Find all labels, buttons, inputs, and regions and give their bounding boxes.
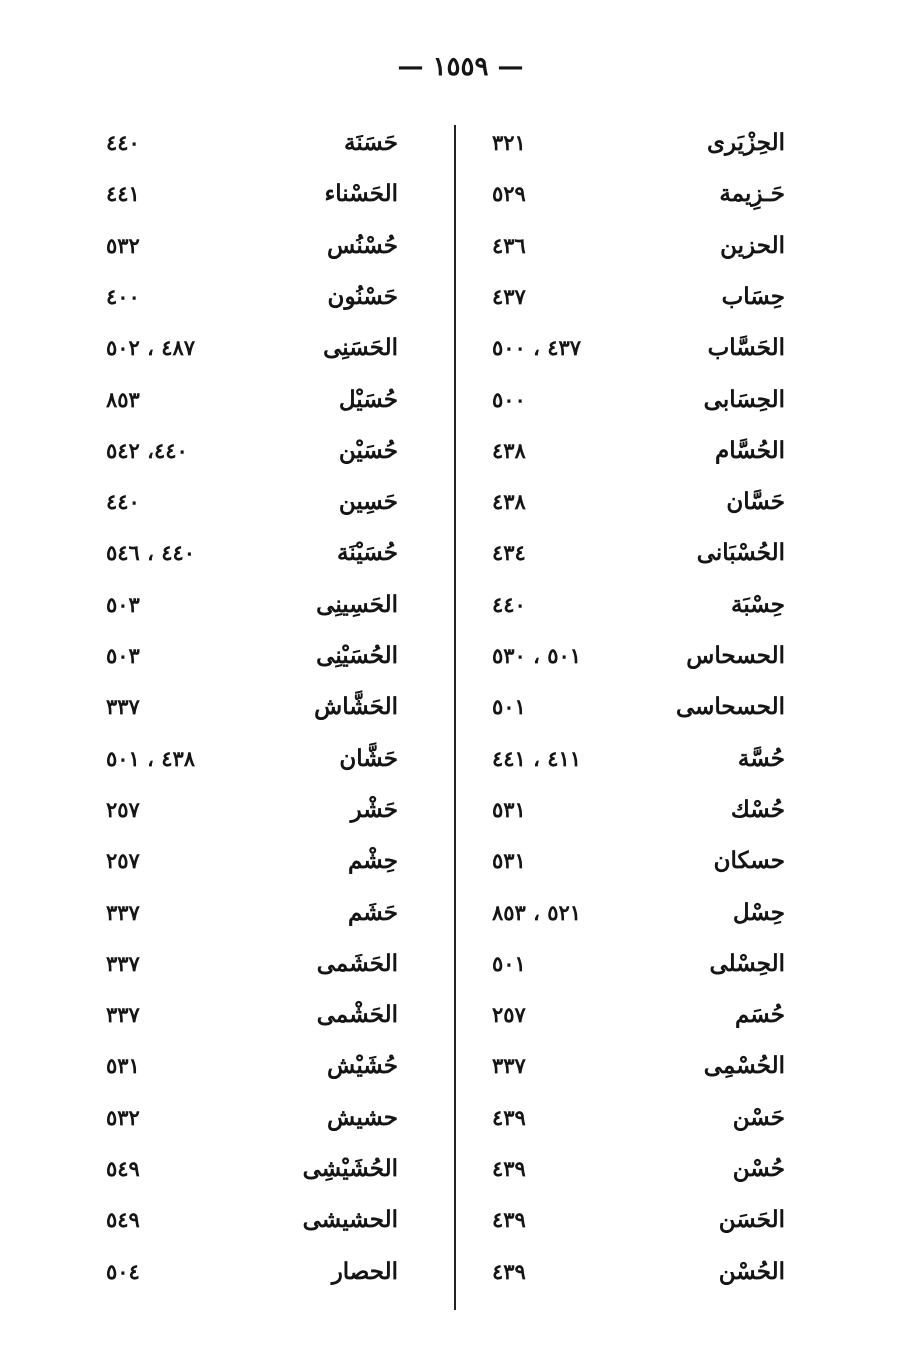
entry-name: حُسْن — [732, 1154, 785, 1182]
index-entry — [470, 787, 805, 831]
index-entry — [88, 223, 428, 267]
column-divider — [454, 125, 456, 1310]
entry-name: الحَسَّاب — [707, 333, 785, 361]
entry-name: الحشيشى — [302, 1205, 398, 1233]
index-entry — [470, 428, 805, 472]
entry-page-refs: ٣٣٧ — [106, 950, 140, 976]
entry-page-refs: ٤٣٨ — [492, 488, 526, 514]
index-entry — [88, 890, 428, 934]
entry-name: حَسْنُون — [327, 282, 398, 310]
index-entry — [88, 684, 428, 728]
entry-name: حُسَيْن — [338, 436, 398, 464]
entry-page-refs: ٥٢٩ — [492, 180, 526, 206]
index-entry — [470, 582, 805, 626]
index-entry — [470, 838, 805, 882]
entry-page-refs: ٥٠١ — [492, 950, 526, 976]
entry-page-refs: ٢٥٧ — [106, 847, 140, 873]
entry-name: الحَشَمى — [316, 949, 398, 977]
index-entry — [88, 120, 428, 164]
index-entry — [88, 530, 428, 574]
entry-page-refs: ٤٤٠ — [106, 488, 140, 514]
index-entry — [88, 1197, 428, 1241]
entry-page-refs: ٣٣٧ — [106, 899, 140, 925]
entry-page-refs: ٥٠١ ، ٥٣٠ — [492, 642, 582, 668]
index-entry — [88, 479, 428, 523]
entry-name: الحِسْلى — [709, 949, 785, 977]
index-entry — [88, 736, 428, 780]
entry-page-refs: ٤٣٤ — [492, 539, 526, 565]
entry-name: الحَشَّاش — [314, 692, 398, 720]
entry-page-refs: ٤٤٠ — [106, 129, 140, 155]
index-entry — [88, 1043, 428, 1087]
entry-page-refs: ٣٣٧ — [492, 1052, 526, 1078]
index-entry — [88, 582, 428, 626]
entry-name: حُسَيْنَة — [337, 538, 398, 566]
entry-name: الحزين — [720, 231, 785, 259]
entry-name: حُسْك — [730, 795, 785, 823]
entry-name: حُسَم — [734, 1000, 785, 1028]
index-entry — [88, 1095, 428, 1139]
entry-name: حسكان — [713, 846, 785, 874]
index-entry — [470, 684, 805, 728]
entry-page-refs: ٥٤٩ — [106, 1155, 140, 1181]
entry-page-refs: ٤٣٩ — [492, 1206, 526, 1232]
index-entry — [470, 941, 805, 985]
entry-name: الحِزْيَرى — [706, 128, 785, 156]
entry-page-refs: ٥٤٩ — [106, 1206, 140, 1232]
index-entry — [470, 325, 805, 369]
entry-name: حَسْن — [732, 1103, 785, 1131]
entry-page-refs: ٥٠٠ — [492, 386, 526, 412]
index-entry — [470, 736, 805, 780]
entry-name: حُسْنُس — [327, 231, 398, 259]
index-entry — [470, 530, 805, 574]
entry-page-refs: ٤٣٨ ، ٥٠١ — [106, 745, 196, 771]
entry-name: حُسَّة — [737, 744, 785, 772]
entry-page-refs: ٥٠٣ — [106, 591, 140, 617]
entry-name: الحَسِينِى — [316, 590, 398, 618]
entry-page-refs: ٥٣١ — [492, 796, 526, 822]
entry-page-refs: ٣٣٧ — [106, 693, 140, 719]
entry-name: حَسَّان — [726, 487, 785, 515]
index-entry — [470, 1095, 805, 1139]
index-entry — [470, 274, 805, 318]
page-number: — ١٥٥٩ — — [397, 52, 524, 82]
index-entry — [470, 890, 805, 934]
entry-name: الحَشْمى — [316, 1000, 398, 1028]
entry-name: الحُسَّام — [714, 436, 785, 464]
entry-name: الحَسْناء — [324, 179, 398, 207]
entry-name: الحَسَنِى — [323, 333, 398, 361]
entry-name: الحُسَيْنِى — [316, 641, 398, 669]
entry-name: حِشْم — [347, 846, 398, 874]
entry-name: حِسْل — [732, 898, 785, 926]
entry-name: حِسَاب — [721, 282, 785, 310]
entry-page-refs: ٥٣٢ — [106, 232, 140, 258]
entry-page-refs: ٤٤٠ — [492, 591, 526, 617]
index-entry — [88, 838, 428, 882]
index-entry — [470, 171, 805, 215]
index-entry — [88, 941, 428, 985]
entry-page-refs: ٥٣٢ — [106, 1104, 140, 1130]
entry-page-refs: ٥٢١ ، ٨٥٣ — [492, 899, 582, 925]
entry-page-refs: ٢٥٧ — [106, 796, 140, 822]
entry-name: حُشَيْش — [327, 1051, 398, 1079]
index-entry — [470, 1249, 805, 1293]
entry-page-refs: ٥٠٣ — [106, 642, 140, 668]
entry-name: الحَسَن — [718, 1205, 785, 1233]
entry-page-refs: ٤٨٧ ، ٥٠٢ — [106, 334, 196, 360]
index-entry — [470, 633, 805, 677]
index-entry — [470, 1197, 805, 1241]
index-entry — [470, 1146, 805, 1190]
left-column — [88, 120, 428, 1320]
entry-name: حشيش — [327, 1103, 398, 1131]
entry-name: الحُسْن — [718, 1257, 785, 1285]
entry-page-refs: ٤٠٠ — [106, 283, 140, 309]
entry-page-refs: ٤٣٧ — [492, 283, 526, 309]
entry-page-refs: ٥٠٤ — [106, 1258, 140, 1284]
index-entry — [88, 992, 428, 1036]
entry-name: حَسِين — [338, 487, 398, 515]
entry-page-refs: ٤٣٨ — [492, 437, 526, 463]
entry-page-refs: ٤١١ ، ٤٤١ — [492, 745, 582, 771]
entry-page-refs: ٤٣٩ — [492, 1258, 526, 1284]
index-entry — [470, 992, 805, 1036]
entry-name: الحُسْبَانى — [696, 538, 785, 566]
entry-name: حِسْبَة — [730, 590, 785, 618]
entry-page-refs: ٤٣٧ ، ٥٠٠ — [492, 334, 582, 360]
index-entry — [470, 120, 805, 164]
index-entry — [88, 325, 428, 369]
entry-name: حَشَّان — [339, 744, 398, 772]
index-entry — [88, 377, 428, 421]
entry-name: حَشَم — [347, 898, 398, 926]
index-entry — [88, 1249, 428, 1293]
entry-page-refs: ٤٣٦ — [492, 232, 526, 258]
index-entry — [88, 1146, 428, 1190]
entry-page-refs: ٥٣١ — [106, 1052, 140, 1078]
index-entry — [470, 479, 805, 523]
index-entry — [88, 171, 428, 215]
entry-name: الحصار — [331, 1257, 398, 1285]
index-entry — [88, 633, 428, 677]
entry-name: الحسحاس — [686, 641, 785, 669]
entry-name: الحُشَيْشِى — [302, 1154, 398, 1182]
entry-page-refs: ٤٤٠، ٥٤٢ — [106, 437, 188, 463]
entry-name: حَشْر — [350, 795, 398, 823]
index-entry — [470, 377, 805, 421]
index-entry — [470, 223, 805, 267]
entry-page-refs: ٨٥٣ — [106, 386, 140, 412]
entry-name: الحُسْمِى — [703, 1051, 785, 1079]
entry-page-refs: ٤٤٠ ، ٥٤٦ — [106, 539, 196, 565]
entry-page-refs: ٤٣٩ — [492, 1155, 526, 1181]
entry-name: حَـزِيمة — [719, 179, 785, 207]
entry-page-refs: ٥٠١ — [492, 693, 526, 719]
entry-page-refs: ٣٣٧ — [106, 1001, 140, 1027]
entry-page-refs: ٥٣١ — [492, 847, 526, 873]
entry-name: الحسحاسى — [675, 692, 785, 720]
index-entry — [88, 274, 428, 318]
index-entry — [88, 787, 428, 831]
index-entry — [88, 428, 428, 472]
entry-page-refs: ٢٥٧ — [492, 1001, 526, 1027]
entry-page-refs: ٤٤١ — [106, 180, 140, 206]
index-entry — [470, 1043, 805, 1087]
entry-page-refs: ٣٢١ — [492, 129, 526, 155]
entry-name: حَسَنَة — [343, 128, 398, 156]
entry-page-refs: ٤٣٩ — [492, 1104, 526, 1130]
entry-name: الحِسَابى — [703, 385, 785, 413]
right-column — [470, 120, 805, 1320]
entry-name: حُسَيْل — [338, 385, 398, 413]
